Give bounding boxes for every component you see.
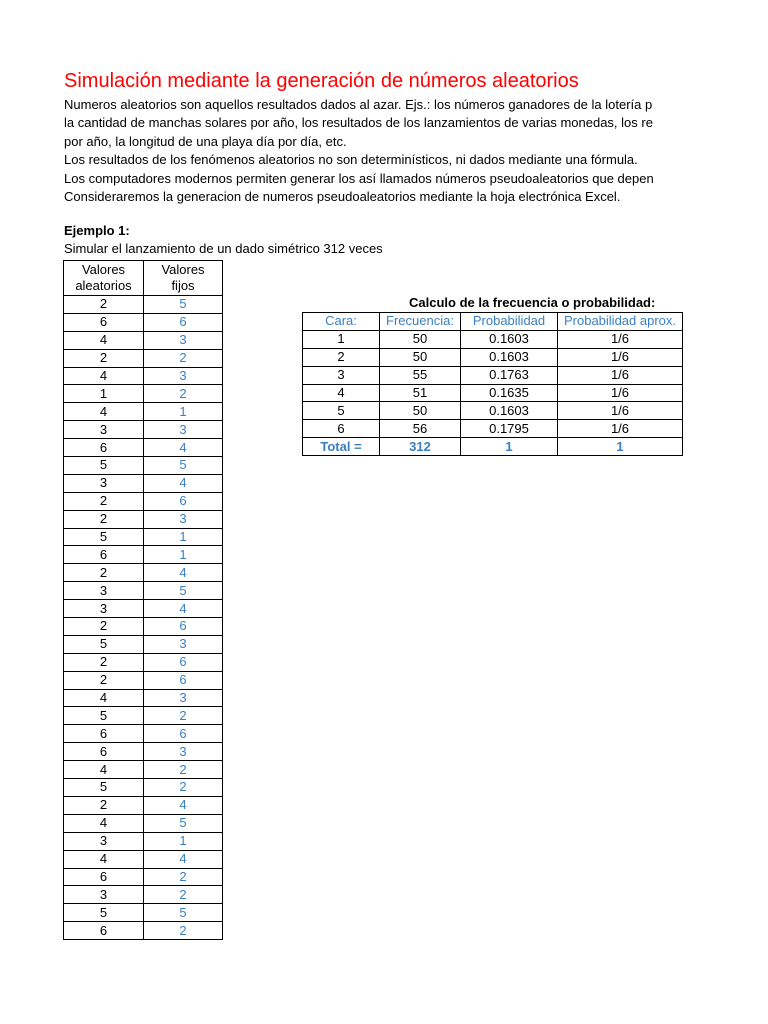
cell-probabilidad-aprox[interactable]: 1/6	[558, 420, 683, 438]
table-row	[64, 421, 223, 439]
cell-valor-aleatorio[interactable]: 6	[64, 546, 144, 564]
header-valores-fijos[interactable]	[144, 261, 223, 296]
table-row	[303, 330, 683, 348]
table-row	[64, 582, 223, 600]
table-row	[303, 348, 683, 366]
cell-cara[interactable]: 5	[303, 402, 380, 420]
table-row	[64, 922, 223, 940]
frequency-table-title: Calculo de la frecuencia o probabilidad:	[409, 295, 656, 310]
cell-valor-aleatorio[interactable]: 5	[64, 528, 144, 546]
cell-valor-fijo[interactable]: 2	[144, 922, 223, 940]
values-table-body	[64, 296, 223, 940]
table-row	[64, 439, 223, 457]
table-row	[64, 761, 223, 779]
table-row	[64, 671, 223, 689]
table-row	[64, 313, 223, 331]
cell-frecuencia[interactable]: 50	[380, 402, 461, 420]
cell-frecuencia[interactable]: 55	[380, 366, 461, 384]
table-row	[64, 868, 223, 886]
cell-valor-fijo[interactable]: 5	[144, 904, 223, 922]
cell-valor-fijo[interactable]: 2	[144, 385, 223, 403]
cell-valor-aleatorio[interactable]: 5	[64, 707, 144, 725]
cell-valor-aleatorio[interactable]: 5	[64, 635, 144, 653]
table-row	[64, 832, 223, 850]
cell-valor-aleatorio[interactable]: 4	[64, 689, 144, 707]
cell-valor-fijo[interactable]: 2	[144, 349, 223, 367]
header-probabilidad[interactable]: Probabilidad	[461, 313, 558, 331]
table-row	[64, 707, 223, 725]
cell-valor-fijo[interactable]: 4	[144, 564, 223, 582]
cell-probabilidad-aprox[interactable]: 1/6	[558, 348, 683, 366]
table-row	[64, 689, 223, 707]
cell-valor-fijo[interactable]: 6	[144, 725, 223, 743]
cell-probabilidad[interactable]: 0.1763	[461, 366, 558, 384]
cell-valor-aleatorio[interactable]: 5	[64, 779, 144, 797]
cell-valor-aleatorio[interactable]: 2	[64, 653, 144, 671]
table-row	[303, 420, 683, 438]
cell-valor-aleatorio[interactable]: 2	[64, 618, 144, 636]
cell-valor-aleatorio[interactable]: 2	[64, 492, 144, 510]
cell-valor-aleatorio[interactable]: 4	[64, 761, 144, 779]
cell-valor-aleatorio[interactable]: 6	[64, 743, 144, 761]
cell-valor-fijo[interactable]: 3	[144, 689, 223, 707]
cell-valor-fijo[interactable]: 1	[144, 403, 223, 421]
table-row	[64, 814, 223, 832]
cell-probabilidad[interactable]: 0.1603	[461, 402, 558, 420]
cell-cara[interactable]: 4	[303, 384, 380, 402]
cell-valor-fijo[interactable]: 4	[144, 474, 223, 492]
cell-valor-aleatorio[interactable]: 2	[64, 671, 144, 689]
cell-valor-fijo[interactable]: 1	[144, 528, 223, 546]
intro-line: la cantidad de manchas solares por año, los resultados de los lanzamientos de varias monedas, los re	[64, 115, 653, 131]
cell-probabilidad[interactable]: 0.1635	[461, 384, 558, 402]
total-row	[303, 438, 683, 456]
header-line: Valores	[81, 262, 126, 277]
intro-paragraph	[64, 96, 689, 206]
cell-probabilidad[interactable]: 0.1603	[461, 348, 558, 366]
cell-valor-aleatorio[interactable]: 5	[64, 904, 144, 922]
cell-probabilidad-aprox[interactable]: 1/6	[558, 402, 683, 420]
cell-valor-fijo[interactable]: 6	[144, 492, 223, 510]
cell-frecuencia[interactable]: 50	[380, 348, 461, 366]
cell-valor-aleatorio[interactable]: 5	[64, 457, 144, 475]
cell-valor-aleatorio[interactable]: 6	[64, 868, 144, 886]
table-row	[64, 510, 223, 528]
table-row	[64, 385, 223, 403]
cell-valor-fijo[interactable]: 3	[144, 635, 223, 653]
table-row	[303, 384, 683, 402]
frequency-table-body	[303, 330, 683, 455]
example-description: Simular el lanzamiento de un dado simétrico 312 veces	[64, 241, 383, 256]
cell-valor-aleatorio[interactable]: 2	[64, 510, 144, 528]
cell-valor-aleatorio[interactable]: 3	[64, 582, 144, 600]
cell-valor-fijo[interactable]: 2	[144, 779, 223, 797]
intro-line: Los resultados de los fenómenos aleatorios no son determinísticos, ni dados mediante una fórmula.	[64, 152, 638, 168]
cell-valor-fijo[interactable]: 3	[144, 367, 223, 385]
header-valores-aleatorios[interactable]	[64, 261, 144, 296]
cell-total-probabilidad[interactable]: 1	[461, 438, 558, 456]
cell-valor-fijo[interactable]: 5	[144, 296, 223, 314]
cell-valor-fijo[interactable]: 1	[144, 546, 223, 564]
cell-valor-aleatorio[interactable]: 2	[64, 349, 144, 367]
table-row	[64, 886, 223, 904]
cell-valor-aleatorio[interactable]: 4	[64, 814, 144, 832]
cell-valor-fijo[interactable]: 6	[144, 653, 223, 671]
cell-valor-aleatorio[interactable]: 3	[64, 886, 144, 904]
cell-valor-fijo[interactable]: 2	[144, 886, 223, 904]
table-row	[64, 528, 223, 546]
cell-valor-fijo[interactable]: 4	[144, 850, 223, 868]
cell-valor-fijo[interactable]: 3	[144, 743, 223, 761]
cell-valor-fijo[interactable]: 5	[144, 582, 223, 600]
cell-total-frecuencia[interactable]: 312	[380, 438, 461, 456]
intro-line: Consideraremos la generacion de numeros pseudoaleatorios mediante la hoja electrónica Excel.	[64, 189, 621, 205]
header-probabilidad-aprox[interactable]: Probabilidad aprox.	[558, 313, 683, 331]
table-row	[64, 457, 223, 475]
cell-valor-fijo[interactable]: 6	[144, 671, 223, 689]
header-line: Valores	[161, 262, 205, 277]
table-row	[64, 796, 223, 814]
table-row	[64, 546, 223, 564]
cell-probabilidad-aprox[interactable]: 1/6	[558, 384, 683, 402]
frequency-table	[302, 312, 683, 456]
cell-valor-aleatorio[interactable]: 3	[64, 600, 144, 618]
values-table	[63, 260, 223, 940]
cell-valor-fijo[interactable]: 1	[144, 832, 223, 850]
table-row	[303, 366, 683, 384]
cell-valor-fijo[interactable]: 3	[144, 331, 223, 349]
table-row	[303, 402, 683, 420]
cell-valor-aleatorio[interactable]: 6	[64, 725, 144, 743]
intro-line: Los computadores modernos permiten generar los así llamados números pseudoaleatorios que depen	[64, 170, 654, 186]
cell-valor-aleatorio[interactable]: 2	[64, 796, 144, 814]
table-row	[64, 600, 223, 618]
cell-cara[interactable]: 3	[303, 366, 380, 384]
intro-line: por año, la longitud de una playa día por día, etc.	[64, 133, 347, 149]
cell-total-label[interactable]: Total =	[303, 438, 380, 456]
cell-valor-fijo[interactable]: 4	[144, 796, 223, 814]
page-title: Simulación mediante la generación de números aleatorios	[64, 70, 579, 92]
table-row	[64, 403, 223, 421]
table-row	[64, 618, 223, 636]
cell-frecuencia[interactable]: 50	[380, 330, 461, 348]
table-row	[64, 725, 223, 743]
header-cara[interactable]: Cara:	[303, 313, 380, 331]
table-row	[64, 635, 223, 653]
table-row	[64, 492, 223, 510]
table-row	[64, 743, 223, 761]
cell-cara[interactable]: 2	[303, 348, 380, 366]
cell-valor-fijo[interactable]: 4	[144, 600, 223, 618]
cell-frecuencia[interactable]: 56	[380, 420, 461, 438]
cell-valor-aleatorio[interactable]: 3	[64, 474, 144, 492]
intro-line: Numeros aleatorios son aquellos resultados dados al azar. Ejs.: los números ganadores de la lotería p	[64, 97, 653, 112]
cell-cara[interactable]: 1	[303, 330, 380, 348]
table-row	[64, 904, 223, 922]
cell-probabilidad[interactable]: 0.1603	[461, 330, 558, 348]
example-title: Ejemplo 1:	[64, 223, 130, 238]
cell-probabilidad-aprox[interactable]: 1/6	[558, 366, 683, 384]
cell-valor-aleatorio[interactable]: 6	[64, 922, 144, 940]
cell-valor-aleatorio[interactable]: 4	[64, 850, 144, 868]
table-row	[64, 564, 223, 582]
cell-valor-aleatorio[interactable]: 3	[64, 421, 144, 439]
cell-valor-aleatorio[interactable]: 2	[64, 296, 144, 314]
cell-valor-aleatorio[interactable]: 4	[64, 331, 144, 349]
cell-valor-aleatorio[interactable]: 1	[64, 385, 144, 403]
table-row	[64, 349, 223, 367]
cell-valor-aleatorio[interactable]: 3	[64, 832, 144, 850]
cell-valor-aleatorio[interactable]: 2	[64, 564, 144, 582]
cell-valor-fijo[interactable]: 4	[144, 439, 223, 457]
cell-valor-fijo[interactable]: 3	[144, 510, 223, 528]
cell-valor-fijo[interactable]: 5	[144, 457, 223, 475]
cell-probabilidad-aprox[interactable]: 1/6	[558, 330, 683, 348]
cell-total-probabilidad-aprox[interactable]: 1	[558, 438, 683, 456]
table-row	[64, 331, 223, 349]
cell-cara[interactable]: 6	[303, 420, 380, 438]
cell-valor-fijo[interactable]: 5	[144, 814, 223, 832]
cell-valor-aleatorio[interactable]: 6	[64, 439, 144, 457]
table-row	[64, 653, 223, 671]
cell-valor-fijo[interactable]: 6	[144, 618, 223, 636]
table-row	[64, 850, 223, 868]
cell-frecuencia[interactable]: 51	[380, 384, 461, 402]
cell-valor-aleatorio[interactable]: 4	[64, 367, 144, 385]
table-row	[64, 474, 223, 492]
header-line: aleatorios	[75, 278, 132, 293]
cell-valor-fijo[interactable]: 2	[144, 761, 223, 779]
header-frecuencia[interactable]: Frecuencia:	[380, 313, 461, 331]
table-row	[64, 296, 223, 314]
cell-probabilidad[interactable]: 0.1795	[461, 420, 558, 438]
cell-valor-aleatorio[interactable]: 6	[64, 313, 144, 331]
cell-valor-aleatorio[interactable]: 4	[64, 403, 144, 421]
cell-valor-fijo[interactable]: 2	[144, 868, 223, 886]
table-row	[64, 367, 223, 385]
table-row	[64, 779, 223, 797]
header-line: fijos	[171, 278, 195, 293]
cell-valor-fijo[interactable]: 2	[144, 707, 223, 725]
cell-valor-fijo[interactable]: 3	[144, 421, 223, 439]
cell-valor-fijo[interactable]: 6	[144, 313, 223, 331]
